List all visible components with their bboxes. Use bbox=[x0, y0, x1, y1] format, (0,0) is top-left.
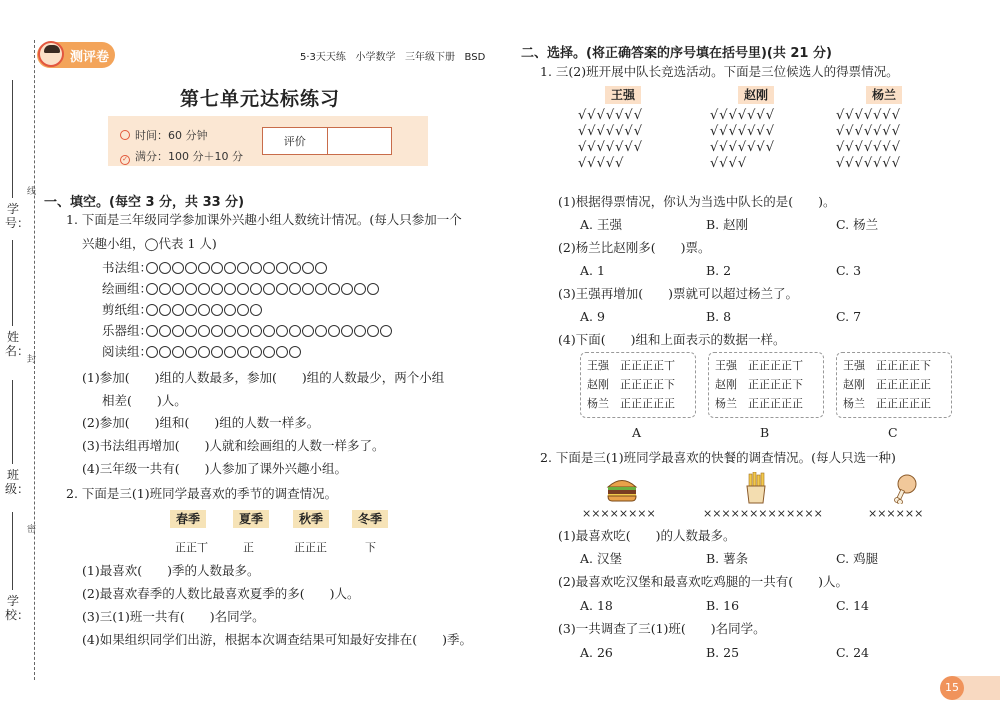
person-circle bbox=[172, 304, 184, 316]
person-circle bbox=[276, 325, 288, 337]
person-circle bbox=[198, 346, 210, 358]
person-circle bbox=[302, 262, 314, 274]
tally-spring: 正正丅 bbox=[175, 541, 208, 554]
page-number: 15 bbox=[940, 676, 964, 700]
person-circle bbox=[159, 325, 171, 337]
person-circle bbox=[198, 283, 210, 295]
person-circle bbox=[289, 325, 301, 337]
person-circle bbox=[250, 346, 262, 358]
vote-row: √√√√√√√ bbox=[710, 124, 775, 139]
option-letter: A bbox=[632, 425, 642, 440]
group-label: 剪纸组： bbox=[102, 302, 153, 317]
person-circle bbox=[185, 283, 197, 295]
person-circle bbox=[224, 325, 236, 337]
candidate-3-name: 杨兰 bbox=[866, 86, 902, 104]
person-circle bbox=[185, 304, 197, 316]
p2-q2-sub2-c: C. 14 bbox=[836, 598, 869, 613]
season-winter: 冬季 bbox=[352, 510, 388, 528]
time-text: 时间：60 分钟 bbox=[135, 129, 208, 142]
q2-sub3: (3)三(1)班一共有( )名同学。 bbox=[82, 609, 265, 624]
tally-line: 赵刚 正正正正下 bbox=[587, 378, 675, 391]
vote-row: √√√√√√√ bbox=[578, 140, 643, 155]
p2-q2-sub1-c: C. 鸡腿 bbox=[836, 551, 879, 566]
person-circle bbox=[172, 283, 184, 295]
p2-q1-sub2-a: A. 1 bbox=[580, 263, 605, 278]
q2-sub2: (2)最喜欢春季的人数比最喜欢夏季的多( )人。 bbox=[82, 586, 360, 601]
page-title: 第七单元达标练习 bbox=[180, 88, 341, 110]
person-circle bbox=[198, 304, 210, 316]
student-id-label: 学号： bbox=[5, 202, 30, 230]
vote-row: √√√√√√√ bbox=[710, 108, 775, 123]
p2-q2-sub2: (2)最喜欢吃汉堡和最喜欢吃鸡腿的一共有( )人。 bbox=[558, 574, 848, 589]
student-id-line bbox=[12, 80, 13, 198]
header-info bbox=[300, 48, 485, 63]
evaluation-box bbox=[262, 127, 392, 155]
person-circle bbox=[185, 325, 197, 337]
clock-icon bbox=[120, 130, 130, 140]
person-circle bbox=[276, 262, 288, 274]
person-circle bbox=[172, 346, 184, 358]
group-circles bbox=[146, 346, 301, 358]
person-circle bbox=[276, 346, 288, 358]
person-circle bbox=[237, 304, 249, 316]
mascot-face-icon bbox=[38, 41, 64, 67]
fries-marks: ××××××××××××× bbox=[703, 507, 823, 520]
person-circle bbox=[237, 325, 249, 337]
burger-marks: ×××××××× bbox=[582, 507, 656, 520]
person-circle bbox=[380, 325, 392, 337]
person-circle bbox=[211, 304, 223, 316]
person-circle bbox=[263, 283, 275, 295]
p2-q2-sub3-c: C. 24 bbox=[836, 645, 869, 660]
p2-q1-sub1: (1)根据得票情况，你认为当选中队长的是( )。 bbox=[558, 194, 836, 209]
p2-q2-sub1: (1)最喜欢吃( )的人数最多。 bbox=[558, 528, 736, 543]
tally-box-c bbox=[836, 352, 952, 418]
p2-q1-stem: 1. 三(2)班开展中队长竞选活动。下面是三位候选人的得票情况。 bbox=[540, 64, 899, 79]
p2-q2-sub3: (3)一共调查了三(1)班( )名同学。 bbox=[558, 621, 766, 636]
person-circle bbox=[198, 262, 210, 274]
name-line bbox=[12, 240, 13, 326]
q1-stem-a: 1. 下面是三年级同学参加课外兴趣小组人数统计情况。(每人只参加一个 bbox=[66, 212, 462, 227]
tally-box-a bbox=[580, 352, 696, 418]
p2-q1-sub4: (4)下面( )组和上面表示的数据一样。 bbox=[558, 332, 786, 347]
group-circles bbox=[146, 283, 379, 295]
p2-q1-sub1-a: A. 王强 bbox=[580, 217, 622, 232]
candidate-2-name: 赵刚 bbox=[738, 86, 774, 104]
school-label: 学校： bbox=[5, 594, 30, 622]
person-circle bbox=[211, 325, 223, 337]
p2-q2-sub3-a: A. 26 bbox=[580, 645, 613, 660]
q1-sub1b: 相差( )人。 bbox=[102, 393, 187, 408]
time-row bbox=[120, 127, 208, 143]
series-label: 5·3天天练 bbox=[300, 52, 346, 63]
person-circle bbox=[263, 325, 275, 337]
group-circles bbox=[146, 325, 392, 337]
tally-line: 王强 正正正正丅 bbox=[715, 359, 803, 372]
p2-q1-sub3-c: C. 7 bbox=[836, 309, 862, 324]
person-circle bbox=[315, 283, 327, 295]
person-circle bbox=[341, 325, 353, 337]
person-circle bbox=[211, 283, 223, 295]
group-label: 乐器组： bbox=[102, 323, 153, 338]
person-circle bbox=[185, 262, 197, 274]
badge-label: 测评卷 bbox=[70, 50, 110, 65]
score-row bbox=[120, 148, 243, 165]
person-circle bbox=[159, 304, 171, 316]
drumstick-marks: ×××××× bbox=[868, 507, 924, 520]
tally-line: 王强 正正正正下 bbox=[843, 359, 931, 372]
tally-line: 赵刚 正正正正下 bbox=[715, 378, 803, 391]
season-autumn: 秋季 bbox=[293, 510, 329, 528]
p2-q1-sub3: (3)王强再增加( )票就可以超过杨兰了。 bbox=[558, 286, 798, 301]
school-line bbox=[12, 512, 13, 590]
person-circle bbox=[289, 346, 301, 358]
person-circle bbox=[315, 325, 327, 337]
p2-q2-sub3-b: B. 25 bbox=[706, 645, 740, 660]
person-circle bbox=[185, 346, 197, 358]
part1-heading: 一、填空。(每空 3 分，共 33 分) bbox=[44, 195, 245, 210]
candidate-1-name: 王强 bbox=[605, 86, 641, 104]
group-label: 书法组： bbox=[102, 260, 153, 275]
dense-mark: 密 bbox=[27, 525, 37, 535]
person-circle bbox=[146, 283, 158, 295]
tally-line: 王强 正正正正丅 bbox=[587, 359, 675, 372]
person-circle bbox=[354, 283, 366, 295]
drumstick-icon bbox=[892, 474, 918, 504]
p2-q2-sub2-b: B. 16 bbox=[706, 598, 740, 613]
q1-sub4: (4)三年级一共有( )人参加了课外兴趣小组。 bbox=[82, 461, 347, 476]
person-circle bbox=[211, 262, 223, 274]
edition-label: BSD bbox=[464, 52, 486, 63]
p2-q1-sub2-b: B. 2 bbox=[706, 263, 732, 278]
p2-q1-sub2-c: C. 3 bbox=[836, 263, 862, 278]
person-circle bbox=[159, 346, 171, 358]
burger-icon bbox=[606, 476, 638, 502]
person-circle bbox=[302, 325, 314, 337]
person-circle bbox=[224, 346, 236, 358]
eval-field[interactable] bbox=[328, 128, 392, 154]
option-letter: C bbox=[888, 425, 898, 440]
person-circle bbox=[250, 283, 262, 295]
person-circle bbox=[172, 325, 184, 337]
vote-row: √√√√√√√ bbox=[836, 156, 901, 171]
person-circle bbox=[250, 262, 262, 274]
q1-sub3: (3)书法组再增加( )人就和绘画组的人数一样多了。 bbox=[82, 438, 385, 453]
vote-row: √√√√√√√ bbox=[578, 108, 643, 123]
person-circle bbox=[159, 283, 171, 295]
q2-stem: 2. 下面是三(1)班同学最喜欢的季节的调查情况。 bbox=[66, 486, 338, 501]
vote-row: √√√√√√√ bbox=[710, 140, 775, 155]
person-circle bbox=[263, 262, 275, 274]
class-line bbox=[12, 380, 13, 464]
vote-row: √√√√√ bbox=[578, 156, 625, 171]
q1-sub1a: (1)参加( )组的人数最多，参加( )组的人数最少，两个小组 bbox=[82, 370, 445, 385]
season-summer: 夏季 bbox=[233, 510, 269, 528]
tally-autumn: 正正正 bbox=[294, 541, 327, 554]
tally-line: 杨兰 正正正正正 bbox=[587, 397, 675, 410]
p2-q1-sub1-c: C. 杨兰 bbox=[836, 217, 879, 232]
person-circle bbox=[341, 283, 353, 295]
person-circle bbox=[237, 346, 249, 358]
q1-stem-b: 兴趣小组，◯代表 1 人) bbox=[82, 236, 217, 251]
p2-q2-sub1-a: A. 汉堡 bbox=[580, 551, 622, 566]
tally-line: 杨兰 正正正正正 bbox=[843, 397, 931, 410]
vote-row: √√√√√√√ bbox=[836, 124, 901, 139]
p2-q2-sub2-a: A. 18 bbox=[580, 598, 613, 613]
tally-line: 赵刚 正正正正正 bbox=[843, 378, 931, 391]
person-circle bbox=[237, 283, 249, 295]
group-label: 阅读组： bbox=[102, 344, 153, 359]
option-letter: B bbox=[760, 425, 770, 440]
person-circle bbox=[289, 283, 301, 295]
p2-q2-sub1-b: B. 薯条 bbox=[706, 551, 749, 566]
group-label: 绘画组： bbox=[102, 281, 153, 296]
person-circle bbox=[250, 304, 262, 316]
person-circle bbox=[224, 262, 236, 274]
line-mark: 线 bbox=[27, 187, 37, 197]
person-circle bbox=[237, 262, 249, 274]
person-circle bbox=[146, 304, 158, 316]
p2-q2-stem: 2. 下面是三(1)班同学最喜欢的快餐的调查情况。(每人只选一种) bbox=[540, 450, 896, 465]
p2-q1-sub2: (2)杨兰比赵刚多( )票。 bbox=[558, 240, 711, 255]
person-circle bbox=[224, 304, 236, 316]
person-circle bbox=[367, 283, 379, 295]
part2-heading: 二、选择。(将正确答案的序号填在括号里)(共 21 分) bbox=[521, 46, 832, 61]
seal-mark: 封 bbox=[27, 355, 37, 365]
vote-row: √√√√ bbox=[710, 156, 748, 171]
person-circle bbox=[276, 283, 288, 295]
group-circles bbox=[146, 304, 262, 316]
p2-q1-sub3-b: B. 8 bbox=[706, 309, 732, 324]
score-text: 满分：100 分＋10 分 bbox=[135, 150, 243, 163]
subject-label: 小学数学 bbox=[355, 52, 396, 63]
group-circles bbox=[146, 262, 327, 274]
tally-winter: 下 bbox=[365, 541, 376, 554]
person-circle bbox=[354, 325, 366, 337]
person-circle bbox=[211, 346, 223, 358]
tally-line: 杨兰 正正正正正 bbox=[715, 397, 803, 410]
grade-label: 三年级下册 bbox=[405, 52, 455, 63]
p2-q1-sub3-a: A. 9 bbox=[580, 309, 605, 324]
p2-q1-sub1-b: B. 赵刚 bbox=[706, 217, 749, 232]
person-circle bbox=[250, 325, 262, 337]
q2-sub1: (1)最喜欢( )季的人数最多。 bbox=[82, 563, 260, 578]
person-circle bbox=[263, 346, 275, 358]
person-circle bbox=[159, 262, 171, 274]
person-circle bbox=[289, 262, 301, 274]
person-circle bbox=[328, 325, 340, 337]
vote-row: √√√√√√√ bbox=[578, 124, 643, 139]
vote-row: √√√√√√√ bbox=[836, 108, 901, 123]
q1-sub2: (2)参加( )组和( )组的人数一样多。 bbox=[82, 415, 320, 430]
person-circle bbox=[172, 262, 184, 274]
tally-box-b bbox=[708, 352, 824, 418]
eval-label: 评价 bbox=[263, 128, 328, 154]
person-circle bbox=[315, 262, 327, 274]
person-circle bbox=[146, 325, 158, 337]
name-label: 姓名： bbox=[5, 330, 30, 358]
person-circle bbox=[198, 325, 210, 337]
person-circle bbox=[146, 262, 158, 274]
person-circle bbox=[224, 283, 236, 295]
check-circle-icon: ✓ bbox=[120, 155, 130, 165]
person-circle bbox=[367, 325, 379, 337]
person-circle bbox=[302, 283, 314, 295]
fries-icon bbox=[744, 472, 768, 504]
person-circle bbox=[146, 346, 158, 358]
tally-summer: 正 bbox=[243, 541, 254, 554]
vote-row: √√√√√√√ bbox=[836, 140, 901, 155]
person-circle bbox=[328, 283, 340, 295]
q2-sub4: (4)如果组织同学们出游，根据本次调查结果可知最好安排在( )季。 bbox=[82, 632, 472, 647]
class-label: 班级： bbox=[5, 468, 30, 496]
season-spring: 春季 bbox=[170, 510, 206, 528]
